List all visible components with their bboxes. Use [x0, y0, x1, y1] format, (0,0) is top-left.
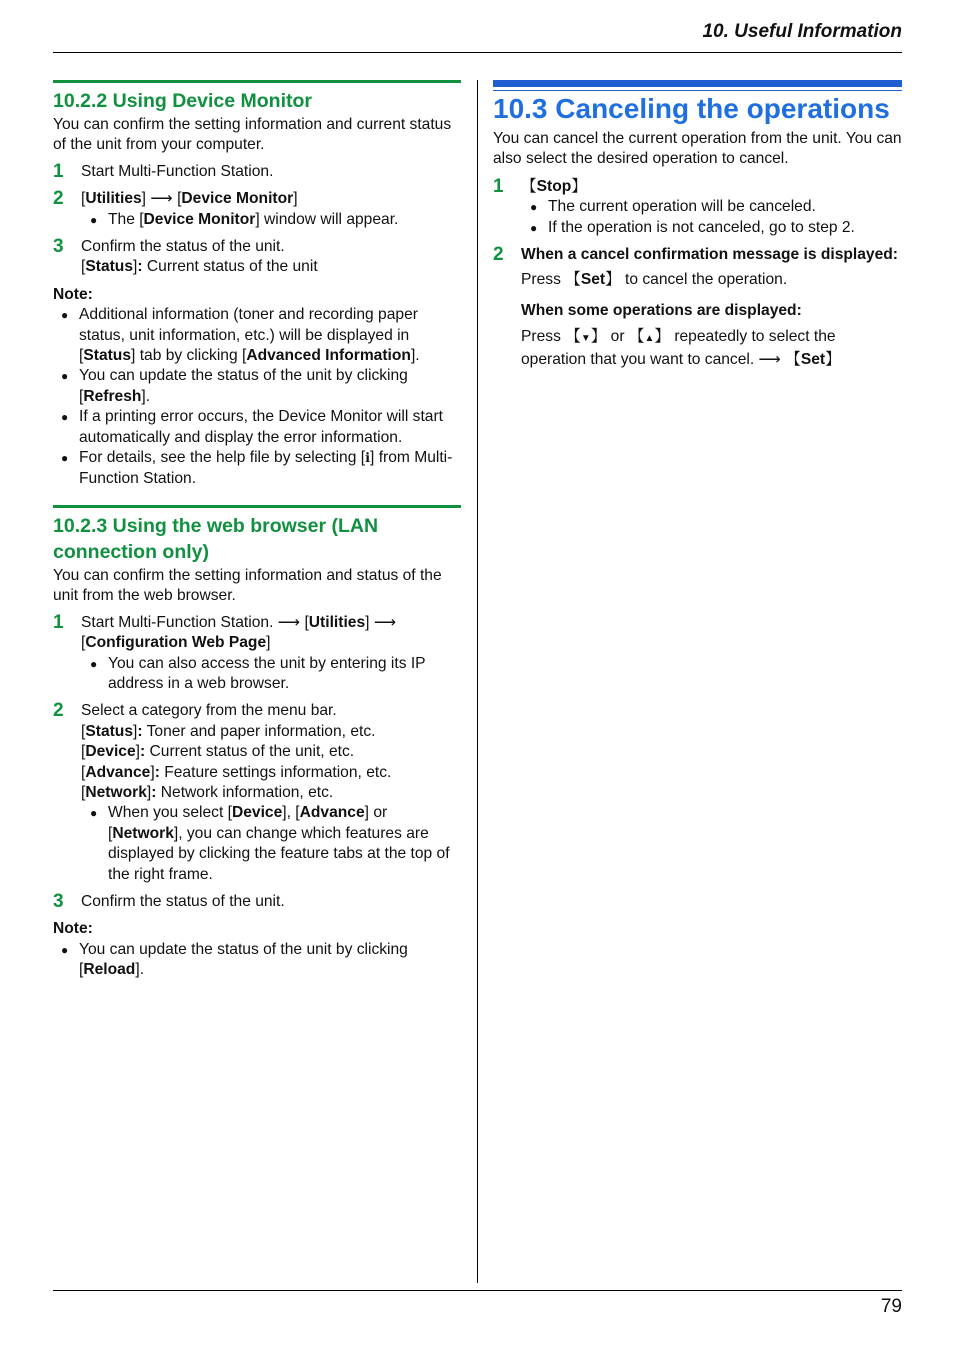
arrow-icon: ⟶ [277, 613, 301, 631]
main-section-title: 10.3 Canceling the operations [493, 93, 890, 124]
step-number: 1 [53, 160, 64, 182]
bullet-icon: ● [90, 212, 98, 227]
bullet-icon: ● [61, 451, 69, 466]
section-intro: You can confirm the setting information and status of the unit from the web browser. [53, 566, 442, 605]
note-item: ● Additional information (toner and recording paper status, unit information, etc.) will be displayed in [Status] tab by clicking [Advanced Information]. [61, 306, 420, 365]
note-label: Note: [53, 285, 93, 303]
section-intro: You can confirm the setting information and current status of the unit from your computer. [53, 116, 452, 154]
step-text: Press 【▼】 or 【▲】 repeatedly to select the operation that you want to cancel. ⟶ 【Set】 [521, 328, 841, 368]
header-rule [53, 52, 902, 53]
section-title-device-monitor: 10.2.2 Using Device Monitor [53, 90, 312, 112]
step-sub-text: [Status]: Current status of the unit [81, 258, 318, 276]
step-1: 1 【Stop】 ● The current operation will be canceled. ● If the operation is not canceled, go to step 2. [493, 177, 902, 238]
note-item: ● You can update the status of the unit by clicking [Refresh]. [61, 367, 408, 405]
category-item: [Device]: Current status of the unit, etc. [81, 743, 355, 761]
arrow-icon: ⟶ [150, 190, 173, 208]
bullet-icon: ● [61, 410, 69, 425]
left-column [53, 80, 461, 981]
footer-rule [53, 1290, 902, 1291]
up-arrow-icon: ▲ [644, 333, 655, 345]
bullet-icon: ● [90, 806, 98, 821]
step-bullet: ● You can also access the unit by entering its IP address in a web browser. [90, 654, 426, 692]
page-header-title: 10. Useful Information [702, 21, 902, 42]
step-number: 3 [53, 891, 64, 912]
key-device-monitor: Device Monitor [181, 190, 294, 208]
right-column [493, 80, 902, 370]
bullet-icon: ● [61, 369, 69, 384]
step-1: 1 Start Multi-Function Station. ⟶ [Utilities] ⟶ [Configuration Web Page] ● You can also access the unit by entering its IP address in a web browser. [53, 613, 461, 695]
section-intro: You can cancel the current operation from the unit. You can also select the desired operation to cancel. [493, 130, 902, 168]
step-sub-heading: When some operations are displayed: [521, 301, 802, 319]
key-stop: Stop [536, 177, 572, 195]
step-3: 3 Confirm the status of the unit. [53, 891, 285, 912]
note-item: ● For details, see the help file by selecting [ℹ] from Multi-Function Station. [61, 449, 453, 487]
step-number: 1 [493, 175, 504, 197]
category-item: [Network]: Network information, etc. [81, 783, 334, 801]
step-number: 3 [53, 236, 64, 258]
down-arrow-icon: ▼ [580, 333, 591, 345]
step-text: Start Multi-Function Station. [81, 162, 274, 180]
step-number: 2 [53, 700, 64, 722]
main-section-rule [493, 80, 902, 87]
section-rule [53, 505, 461, 508]
help-icon: ℹ [365, 450, 371, 466]
bullet-icon: ● [530, 220, 538, 235]
category-item: [Status]: Toner and paper information, etc. [81, 722, 376, 740]
category-item: [Advance]: Feature settings information, etc. [81, 763, 392, 781]
bullet-icon: ● [61, 308, 69, 323]
step-number: 2 [53, 188, 64, 210]
page-number: 79 [880, 1296, 902, 1317]
step-number: 2 [493, 244, 504, 266]
section-title-web-browser: 10.2.3 Using the web browser (LAN connection only) [53, 514, 379, 563]
note-item: ● You can update the status of the unit by clicking [Reload]. [61, 940, 408, 979]
note-item: ● If a printing error occurs, the Device Monitor will start automatically and display the error information. [61, 408, 443, 446]
step-number: 1 [53, 611, 64, 633]
column-divider [477, 80, 478, 1283]
bullet-icon: ● [530, 200, 538, 215]
step-2: 2 [Utilities] ⟶ [Device Monitor] ● The [Device Monitor] window will appear. [53, 189, 461, 230]
step-text: Confirm the status of the unit. [81, 238, 285, 256]
step-bullet: ● If the operation is not canceled, go to step 2. [521, 218, 902, 238]
bullet-icon: ● [90, 656, 98, 671]
step-bullet: ● When you select [Device], [Advance] or [Network], you can change which features are displayed by clicking the feature tabs at the top of the right frame. [90, 804, 450, 883]
step-2 [493, 245, 902, 370]
bullet-icon: ● [61, 942, 69, 957]
step-3 [53, 237, 461, 278]
step-bullet: ● The [Device Monitor] window will appear. [81, 210, 461, 230]
step-heading: When a cancel confirmation message is displayed: [521, 246, 898, 264]
step-1 [53, 162, 461, 182]
arrow-icon: ⟶ [758, 350, 781, 368]
step-text: Press 【Set】 to cancel the operation. [521, 271, 788, 289]
note-label: Note: [53, 920, 93, 938]
section-rule [53, 80, 461, 83]
step-2: 2 Select a category from the menu bar. [Status]: Toner and paper information, etc. [Device]: Current status of the unit, etc. [Advance]: Feature settings information, etc. [Network]: Network information, etc. ● When you select [Device], [Advance] or [Network], you can change which features are displayed by clicking the feature tabs at the top of the right frame. [53, 701, 461, 885]
arrow-icon: ⟶ [373, 613, 397, 631]
main-section-thin-rule [493, 90, 902, 91]
step-bullet: ● The current operation will be canceled. [521, 197, 902, 217]
key-utilities: Utilities [85, 190, 142, 208]
